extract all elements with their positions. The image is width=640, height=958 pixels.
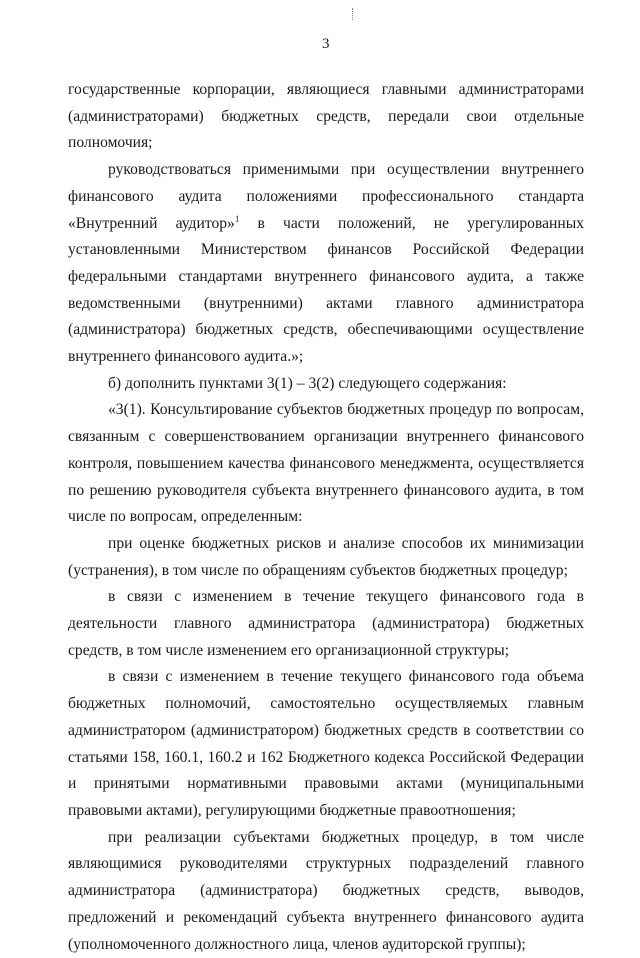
paragraph-3: б) дополнить пунктами 3(1) – 3(2) следующего содержания: [108, 374, 507, 392]
paragraph-2 [68, 157, 584, 371]
paragraph-2-text-a: руководствоваться применимыми при осуществлении внутреннего финансового аудита положениями профессионального стандарта «Внутренний аудитор» [68, 161, 584, 232]
paragraph-8: при реализации субъектами бюджетных процедур, в том числе являющимися руководителями структурных подразделений главного администратора (администратора) бюджетных средств, выводов, предложений и рекомендаций субъекта внутреннего финансового аудита (уполномоченного должностного лица, членов аудиторской группы); [68, 828, 584, 953]
footnote-ref: 1 [234, 213, 240, 224]
paragraph-7: в связи с изменением в течение текущего финансового года объема бюджетных полномочий, самостоятельно осуществляемых главным администратором (администратором) бюджетных средств в соответствии со статьями 158, 160.1, 160.2 и 162 Бюджетного кодекса Российской Федерации и принятыми нормативными правовыми актами (муниципальными правовыми актами), регулирующими бюджетные правоотношения; [68, 668, 584, 819]
paragraph-2-text-b: в части положений, не урегулированных установленными Министерством финансов Российской Федерации федеральными стандартами внутреннего финансового аудита, а также ведомственными (внутренними) актами главного администратора (администратора) бюджетных средств, обеспечивающими осуществление внутреннего финансового аудита.»; [68, 214, 584, 366]
paragraph-1: государственные корпорации, являющиеся главными администраторами (администраторами) бюджетных средств, передали свои отдельные полномочия; [68, 81, 584, 152]
scan-artifact [352, 8, 354, 20]
paragraph-4: «3(1). Консультирование субъектов бюджетных процедур по вопросам, связанным с совершенствованием организации внутреннего финансового контроля, повышением качества финансового менеджмента, осуществляется по решению руководителя субъекта внутреннего финансового аудита, в том числе по вопросам, определенным: [68, 401, 584, 526]
paragraph-6: в связи с изменением в течение текущего финансового года в деятельности главного администратора (администратора) бюджетных средств, в том числе изменением его организационной структуры; [68, 588, 584, 659]
page-number: 3 [322, 36, 330, 52]
paragraph-5: при оценке бюджетных рисков и анализе способов их минимизации (устранения), в том числе по обращениям субъектов бюджетных процедур; [68, 534, 584, 579]
